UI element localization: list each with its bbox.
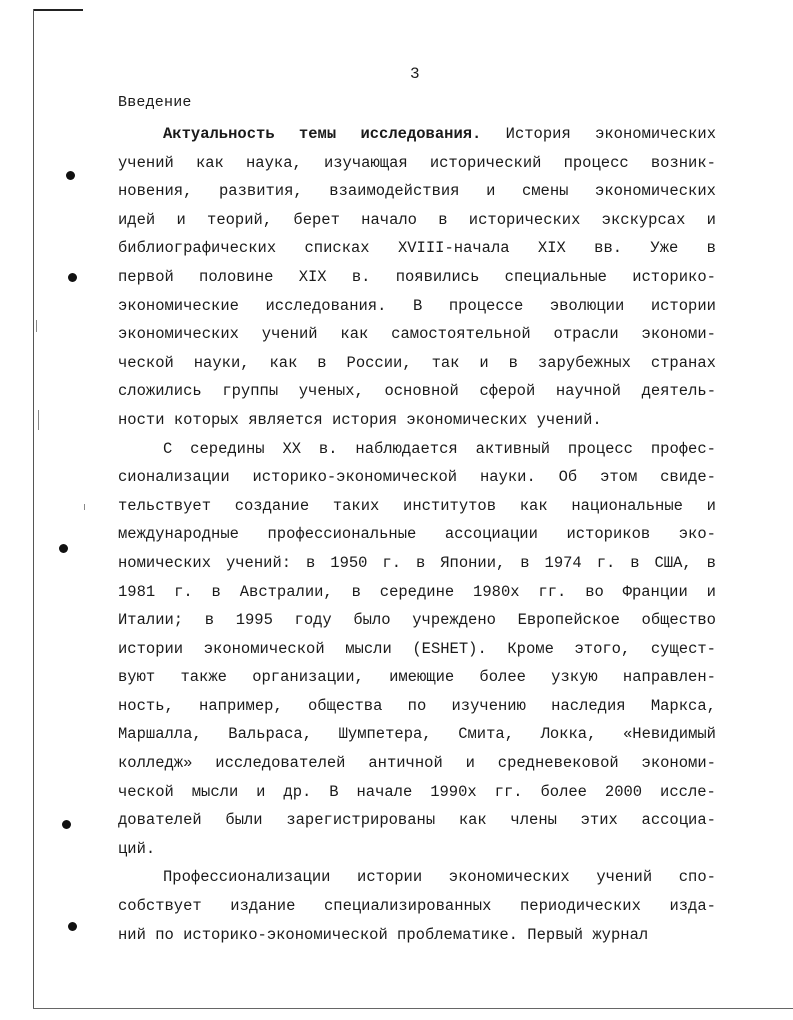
word: г. [174,582,193,601]
text-line [118,692,716,721]
word: активный [475,439,550,458]
word: 1980х [473,582,520,601]
word: исследования. [265,296,387,315]
word: начале [356,782,413,801]
word: является [248,410,323,429]
word: ность, [118,696,174,715]
word: таких [332,496,380,515]
word: Смита, [458,725,514,744]
word: Маркса, [650,696,716,715]
word: 2000 [604,782,643,801]
word: Первый [527,925,584,944]
word: научной [555,382,621,401]
scan-border-top [33,9,83,11]
text-line [118,749,716,778]
word: Вальраса, [228,725,313,744]
word: как [195,153,224,172]
word: вв. [594,239,623,258]
word: мысли [191,782,239,801]
word: самостоятельной [391,325,531,344]
word: списках [304,239,370,258]
word: историко-экономической [183,925,388,944]
word: экономи- [641,754,716,773]
word: возник- [650,153,716,172]
text-line [118,635,716,664]
word: развития, [218,182,303,201]
word: эволюции [549,296,625,315]
word: были [225,811,263,830]
word: специализированных [323,897,492,916]
text-line [118,263,716,292]
word: Уже [650,239,679,258]
text-line [118,520,716,549]
scan-artifact-tick [36,320,37,332]
text-line [118,120,716,149]
word: изучению [451,696,526,715]
word: Шумпетера, [338,725,432,744]
word: берет [293,210,340,229]
word: половине [199,267,274,286]
word: сложились [118,382,202,401]
word: в [415,553,426,572]
word: вуют [118,668,156,687]
word: в [630,553,640,572]
word: гг. [494,782,523,801]
word: экскурсах [601,210,686,229]
text-line [118,578,716,607]
word: и [706,496,716,515]
word: г. [382,553,402,572]
word: Италии; [118,611,184,630]
word: взаимодействия [329,182,460,201]
word: профес- [650,439,716,458]
word: спо- [678,868,716,887]
word: организации, [252,668,364,687]
word: учений. [536,410,602,429]
word: исследования. [360,125,482,143]
scan-border-left [33,9,34,1009]
punch-hole-mark [62,820,71,829]
word: общество [641,611,716,630]
word: издание [230,897,296,916]
word: XIX [537,239,566,258]
word: экономической [203,639,325,658]
text-line [118,778,716,807]
word: колледж» [118,754,193,773]
word: учреждено [412,611,496,630]
word: экономических [406,410,528,429]
word: история [331,410,398,429]
word: экономических [448,868,570,887]
word: г. [596,553,616,572]
word: Японии, [440,553,506,572]
word: новения, [118,182,193,201]
word: Об [558,468,578,487]
word: истории [118,639,184,658]
word: проблематике. [397,925,518,944]
word: в [508,353,518,372]
word: журнал [592,925,649,944]
word: экономических [595,182,716,201]
word: исторический [429,153,542,172]
word: по [155,925,174,944]
word: экономических [595,125,716,143]
word: ассоциации [444,525,538,544]
word: создание [234,496,310,515]
word: процесс [563,153,629,172]
word: С [163,439,173,458]
word: ческой [118,353,174,372]
word: году [294,611,332,630]
word: более [479,668,526,687]
punch-hole-mark [68,922,77,931]
word: Актуальность [163,125,275,143]
word: появились [395,267,480,286]
text-line [118,349,716,378]
word: по [407,696,427,715]
word: первой [118,267,174,286]
word: В [412,296,423,315]
word: направлен- [622,668,716,687]
word: ций. [118,839,156,858]
word: Профессионализации [163,868,331,887]
scan-artifact-tick [84,504,85,510]
text-line [118,320,716,349]
word: XVIII-начала [397,239,510,258]
word: в [306,553,316,572]
word: как [340,325,369,344]
word: Австралии, [239,582,333,601]
word: в. [318,439,338,458]
word: (ESHET). [412,639,487,658]
word: середины [190,439,265,458]
word: деятель- [641,382,716,401]
word: История [505,125,571,143]
word: наука, [246,153,302,172]
word: профессиональные [267,525,417,544]
word: в [204,611,215,630]
text-line [118,463,716,492]
word: античной [368,754,443,773]
word: 1974 [544,553,582,572]
word: номических [118,553,212,572]
word: изда- [669,897,716,916]
word: и [486,182,496,201]
word: наблюдается [355,439,458,458]
word: иссле- [660,782,716,801]
text-line [118,835,716,864]
word: 1981 [118,582,156,601]
word: изучающая [323,153,408,172]
word: члены [510,811,557,830]
word: и [256,782,266,801]
section-heading: Введение [118,94,192,111]
word: науки. [479,468,536,487]
word: ний [118,925,146,944]
word: зарегистрированы [286,811,436,830]
word: в [520,553,530,572]
word: средневековой [497,754,619,773]
text-line [118,720,716,749]
word: Европейское [517,611,620,630]
word: начало [361,210,417,229]
word: гг. [538,582,567,601]
word: во [585,582,604,601]
word: учений [118,153,174,172]
word: сущест- [650,639,716,658]
word: экономические [118,296,239,315]
text-line [118,921,716,950]
text-line [118,606,716,635]
word: 1990х [430,782,477,801]
word: 1995 [235,611,273,630]
word: 1950 [330,553,368,572]
text-line [118,492,716,521]
word: Локка, [540,725,597,744]
word: идей [118,210,156,229]
word: экономи- [641,325,716,344]
word: международные [118,525,239,544]
word: как [519,496,548,515]
word: учений: [225,553,292,572]
word: «Невидимый [622,725,716,744]
word: в. [351,267,371,286]
page-number: 3 [410,65,420,83]
word: экономических [118,325,239,344]
word: истории [650,296,716,315]
word: ности [118,410,165,429]
text-line [118,892,716,921]
word: учений [596,868,653,887]
word: наследия [551,696,626,715]
text-line [118,435,716,464]
word: и [706,210,716,229]
word: процессе [448,296,524,315]
word: ученых, [298,382,364,401]
word: более [540,782,587,801]
word: общества [308,696,383,715]
scan-artifact-tick [38,410,39,430]
body-text [118,120,716,949]
text-line [118,663,716,692]
word: мысли [345,639,392,658]
word: этих [580,811,618,830]
word: имеющие [389,668,455,687]
word: процесс [567,439,633,458]
text-line [118,149,716,178]
word: было [353,611,391,630]
word: сферой [479,382,536,401]
word: этом [600,468,638,487]
punch-hole-mark [59,544,68,553]
text-line [118,863,716,892]
word: институтов [403,496,497,515]
word: истории [357,868,423,887]
text-line [118,806,716,835]
word: свиде- [660,468,716,487]
word: ческой [118,782,174,801]
word: библиографических [118,239,277,258]
punch-hole-mark [66,171,75,180]
word: основной [384,382,459,401]
word: и [176,210,186,229]
word: которых [173,410,239,429]
word: России, [346,353,412,372]
word: сионализации [118,468,230,487]
word: XX [282,439,302,458]
word: в [438,210,448,229]
word: как [269,353,298,372]
word: В [329,782,339,801]
word: национальные [571,496,683,515]
word: Маршалла, [118,725,202,744]
text-line [118,177,716,206]
word: периодических [519,897,641,916]
word: собствует [118,897,202,916]
word: так [431,353,460,372]
word: и [706,582,716,601]
word: историко-экономической [252,468,458,487]
word: историко- [632,267,716,286]
punch-hole-mark [68,273,77,282]
word: группы [222,382,279,401]
text-line [118,406,716,435]
text-line [118,234,716,263]
word: середине [379,582,455,601]
word: в [706,239,716,258]
word: в [211,582,221,601]
text-line [118,292,716,321]
word: учений [261,325,318,344]
word: специальные [504,267,607,286]
word: теорий, [207,210,273,229]
word: отрасли [553,325,619,344]
word: в [351,582,361,601]
word: зарубежных [537,353,631,372]
word: науки, [193,353,250,372]
word: странах [650,353,716,372]
word: историков [566,525,651,544]
word: в [706,553,716,572]
word: узкую [551,668,598,687]
word: XIX [298,267,327,286]
word: исторических [468,210,581,229]
word: исследователей [215,754,346,773]
word: дователей [118,811,202,830]
word: тельствует [118,496,212,515]
word: др. [283,782,312,801]
scan-border-bottom [33,1008,793,1009]
word: также [180,668,227,687]
word: Франции [622,582,688,601]
word: и [465,754,475,773]
word: темы [298,125,337,143]
word: этого, [574,639,631,658]
word: как [458,811,487,830]
word: например, [199,696,283,715]
word: ассоциа- [641,811,716,830]
text-line [118,206,716,235]
word: и [479,353,489,372]
word: в [317,353,327,372]
word: США, [654,553,692,572]
word: смены [521,182,569,201]
word: Кроме [507,639,554,658]
text-line [118,377,716,406]
text-line [118,549,716,578]
word: эко- [678,525,716,544]
